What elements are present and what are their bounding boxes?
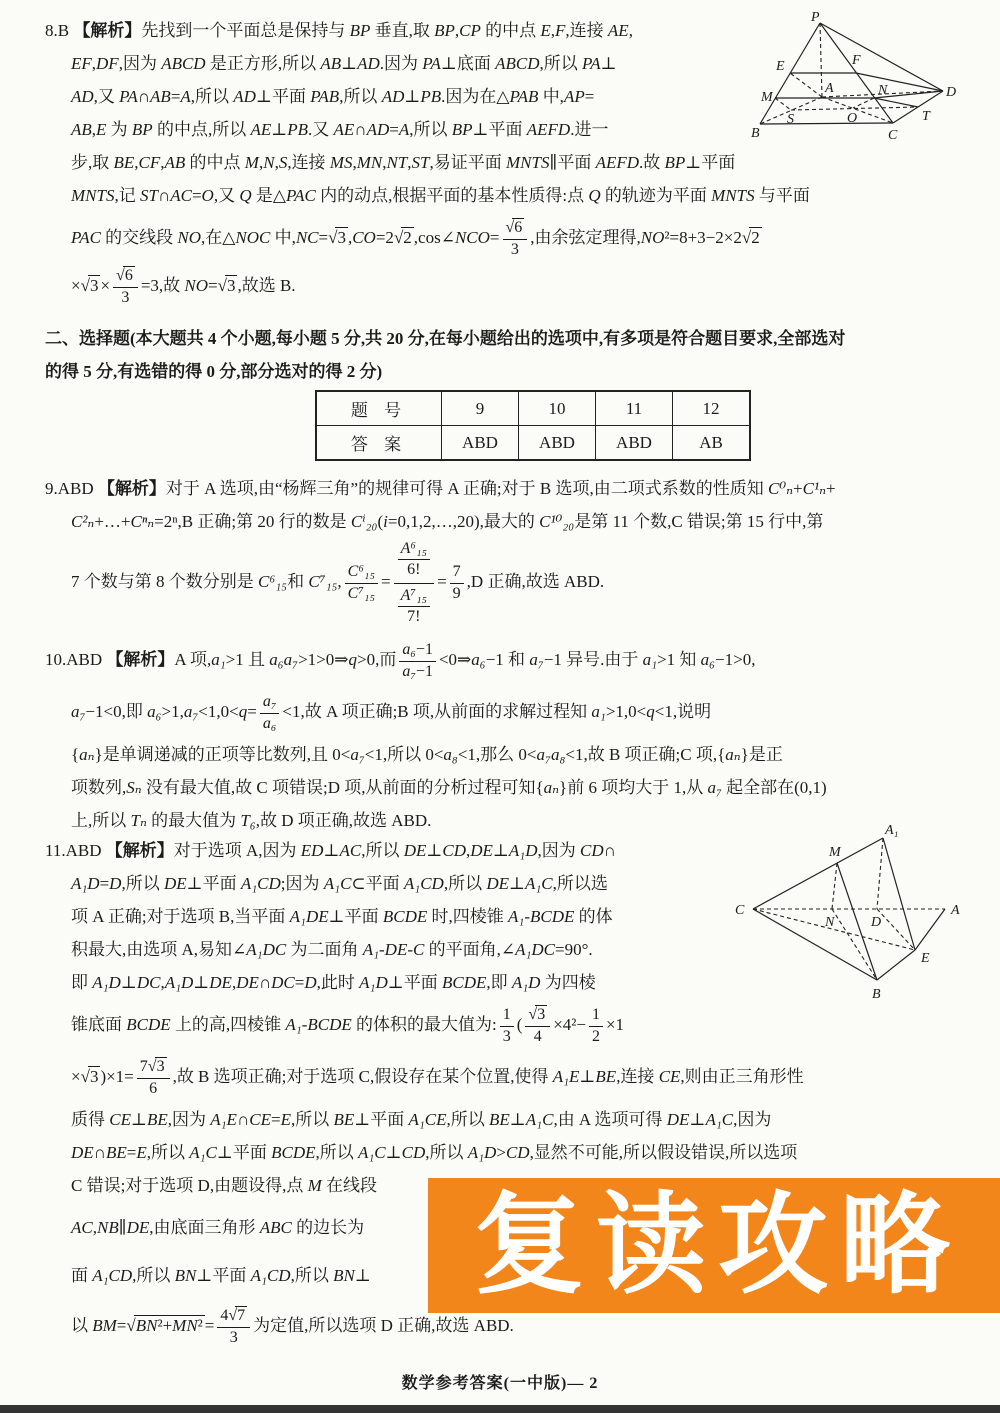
text-line: PAC 的交线段 NO,在△NOC 中,NC=√3 ,CO=2√2 ,cos∠NCO= $\frac{√6}{3}$ ,由余弦定理得,NO²=8+3−2×2√2 [71, 219, 760, 258]
question-number: 12 [673, 391, 751, 426]
text-line: 积最大,由选项 A,易知∠A₁DC 为二面角 A₁-DE-C 的平面角,∠A₁DC=90°. [71, 940, 593, 959]
text-line: {aₙ}是单调递减的正项等比数列,且 0<a₇<1,所以 0<a₈<1,那么 0<a₇a₈<1,故 B 项正确;C 项,{aₙ}是正 [71, 745, 783, 764]
vertex-label: A [825, 81, 834, 96]
answer-table [315, 390, 751, 461]
text-line: 的得 5 分,有选错的得 0 分,部分选对的得 2 分) [45, 362, 383, 381]
vertex-label: S [787, 112, 794, 127]
answer-value: ABD [519, 426, 596, 461]
figure-problem-11 [733, 820, 999, 1017]
vertex-label: C [735, 903, 745, 918]
scan-edge-strip [0, 1405, 1000, 1413]
table-row [316, 391, 750, 426]
vertex-label: A [951, 903, 960, 918]
vertex-label: D [871, 915, 882, 930]
vertex-label: M [829, 845, 841, 860]
vertex-label: E [921, 951, 930, 966]
question-number: 9 [442, 391, 519, 426]
table-header-answer: 答 案 [316, 426, 442, 461]
vertex-label: P [811, 10, 820, 25]
watermark-banner [428, 1178, 1000, 1313]
pyramid-figure-svg [750, 8, 998, 146]
figure-problem-8 [750, 8, 998, 151]
text-line: ×√3 × $\frac{√6}{3}$ =3,故 NO=√3 ,故选 B. [71, 267, 296, 306]
text-line: EF,DF,因为 ABCD 是正方形,所以 AB⊥AD.因为 PA⊥底面 ABCD,所以 PA⊥ [71, 54, 617, 73]
text-line: 二、选择题(本大题共 4 个小题,每小题 5 分,共 20 分,在每小题给出的选项中,有多项是符合题目要求,全部选对 [45, 329, 846, 348]
vertex-label: E [776, 59, 785, 74]
vertex-label: B [872, 987, 881, 1002]
figure-vertex-labels [751, 10, 956, 143]
figure-solid-lines [760, 23, 943, 124]
text-line: 10.ABD 【解析】A 项,a₁>1 且 a₆a₇>1>0⇒q>0,而 $\frac{\text{a₆−1}}{\text{a₇−1}}$ <0⇒a₆−1 和 a₇−1 异号.由于 a₁>1 知 a₆−1>0, [45, 641, 756, 680]
text-line: A₁D=D,所以 DE⊥平面 A₁CD;因为 A₁C⊂平面 A₁CD,所以 DE⊥A₁C,所以选 [71, 874, 608, 893]
vertex-label: F [852, 53, 861, 68]
watermark-text: 复读攻略 [474, 1183, 962, 1307]
text-line: DE∩BE=E,所以 A₁C⊥平面 BCDE,所以 A₁C⊥CD,所以 A₁D>CD,显然不可能,所以假设错误,所以选项 [71, 1143, 798, 1162]
vertex-label: D [946, 85, 957, 100]
vertex-label: C [888, 128, 898, 143]
text-line: 即 A₁D⊥DC,A₁D⊥DE,DE∩DC=D,此时 A₁D⊥平面 BCDE,即 A₁D 为四棱 [71, 973, 596, 992]
text-line: AC,NB∥DE,由底面三角形 ABC 的边长为 [71, 1218, 365, 1237]
vertex-label: N [825, 915, 835, 930]
answer-value: AB [673, 426, 751, 461]
text-line: 7 个数与第 8 个数分别是 C⁶₁₅和 C⁷₁₅, $\frac{\text{C⁶₁₅}}{\text{C⁷₁₅}}$ = $\frac{\frac{\text{A⁶₁₅}}{6!}}{\frac{\text{A⁷₁₅}}{7!}}$ = $\frac{7}{9}$ ,D 正确,故选 ABD. [71, 540, 605, 626]
figure-dashed-lines [753, 838, 945, 980]
text-line: 9.ABD 【解析】对于 A 选项,由“杨辉三角”的规律可得 A 正确;对于 B 选项,由二项式系数的性质知 C⁰ₙ+C¹ₙ+ [45, 479, 836, 498]
text-line: 上,所以 Tₙ 的最大值为 T₆,故 D 项正确,故选 ABD. [71, 811, 432, 830]
tetrahedron-figure-svg [733, 820, 999, 1012]
text-line: 面 A₁CD,所以 BN⊥平面 A₁CD,所以 BN⊥ [71, 1266, 371, 1285]
table-row [316, 426, 750, 461]
text-line: 以 BM=√BN²+MN² = $\frac{4√7}{3}$ 为定值,所以选项 D 正确,故选 ABD. [71, 1307, 514, 1346]
answer-value: ABD [596, 426, 673, 461]
text-line: AD,又 PA∩AB=A,所以 AD⊥平面 PAB,所以 AD⊥PB.因为在△PAB 中,AP= [71, 87, 595, 106]
footer-text: 数学参考答案(一中版)— 2 [401, 1375, 599, 1392]
text-line: C 错误;对于选项 D,由题设得,点 M 在线段 [71, 1176, 378, 1195]
text-line: 8.B 【解析】先找到一个平面总是保持与 BP 垂直,取 BP,CP 的中点 E,F,连接 AE, [45, 21, 633, 40]
vertex-label: N [878, 83, 888, 98]
text-line: 项数列,Sₙ 没有最大值,故 C 项错误;D 项,从前面的分析过程可知{aₙ}前 6 项均大于 1,从 a₇ 起全部在(0,1) [71, 778, 827, 797]
text-line: 锥底面 BCDE 上的高,四棱锥 A₁-BCDE 的体积的最大值为: $\frac{1}{3}$ ( $\frac{√3}{4}$ ×4²− $\frac{1}{2}$ ×1 [71, 1006, 625, 1045]
text-line: ×√3 )×1= $\frac{7√3}{6}$ ,故 B 选项正确;对于选项 C,假设存在某个位置,使得 A₁E⊥BE,连接 CE,则由正三角形性 [71, 1058, 804, 1097]
text-line: C²ₙ+…+Cⁿₙ=2ⁿ,B 正确;第 20 行的数是 Cⁱ₂₀(i=0,1,2,…,20),最大的 C¹⁰₂₀是第 11 个数,C 错误;第 15 行中,第 [71, 512, 824, 531]
vertex-label: M [761, 90, 773, 105]
section-2-header [45, 322, 985, 388]
answer-value: ABD [442, 426, 519, 461]
page-footer [0, 1370, 1000, 1393]
problem-10-solution [45, 634, 985, 837]
table-header-question: 题 号 [316, 391, 442, 426]
vertex-label: O [847, 111, 858, 126]
vertex-label: B [751, 126, 760, 141]
text-line: 步,取 BE,CF,AB 的中点 M,N,S,连接 MS,MN,NT,ST,易证平面 MNTS∥平面 AEFD.故 BP⊥平面 [71, 153, 736, 172]
vertex-label: T [922, 109, 930, 124]
question-number: 11 [596, 391, 673, 426]
text-line: a₇−1<0,即 a₆>1,a₇<1,0<q= $\frac{\text{a₇}}{\text{a₆}}$ <1,故 A 项正确;B 项,从前面的求解过程知 a₁>1,0<q<1,说明 [71, 693, 712, 732]
question-number: 10 [519, 391, 596, 426]
text-line: 质得 CE⊥BE,因为 A₁E∩CE=E,所以 BE⊥平面 A₁CE,所以 BE⊥A₁C,由 A 选项可得 DE⊥A₁C,因为 [71, 1110, 772, 1129]
problem-9-solution [45, 472, 985, 629]
text-line: AB,E 为 BP 的中点,所以 AE⊥PB.又 AE∩AD=A,所以 BP⊥平面 AEFD.进一 [71, 120, 609, 139]
vertex-label: A₁ [885, 823, 899, 838]
text-line: MNTS,记 ST∩AC=O,又 Q 是△PAC 内的动点,根据平面的基本性质得:点 Q 的轨迹为平面 MNTS 与平面 [71, 186, 810, 205]
text-line: 11.ABD 【解析】对于选项 A,因为 ED⊥AC,所以 DE⊥CD,DE⊥A₁D,因为 CD∩ [45, 841, 616, 860]
text-line: 项 A 正确;对于选项 B,当平面 A₁DE⊥平面 BCDE 时,四棱锥 A₁-BCDE 的体 [71, 907, 613, 926]
